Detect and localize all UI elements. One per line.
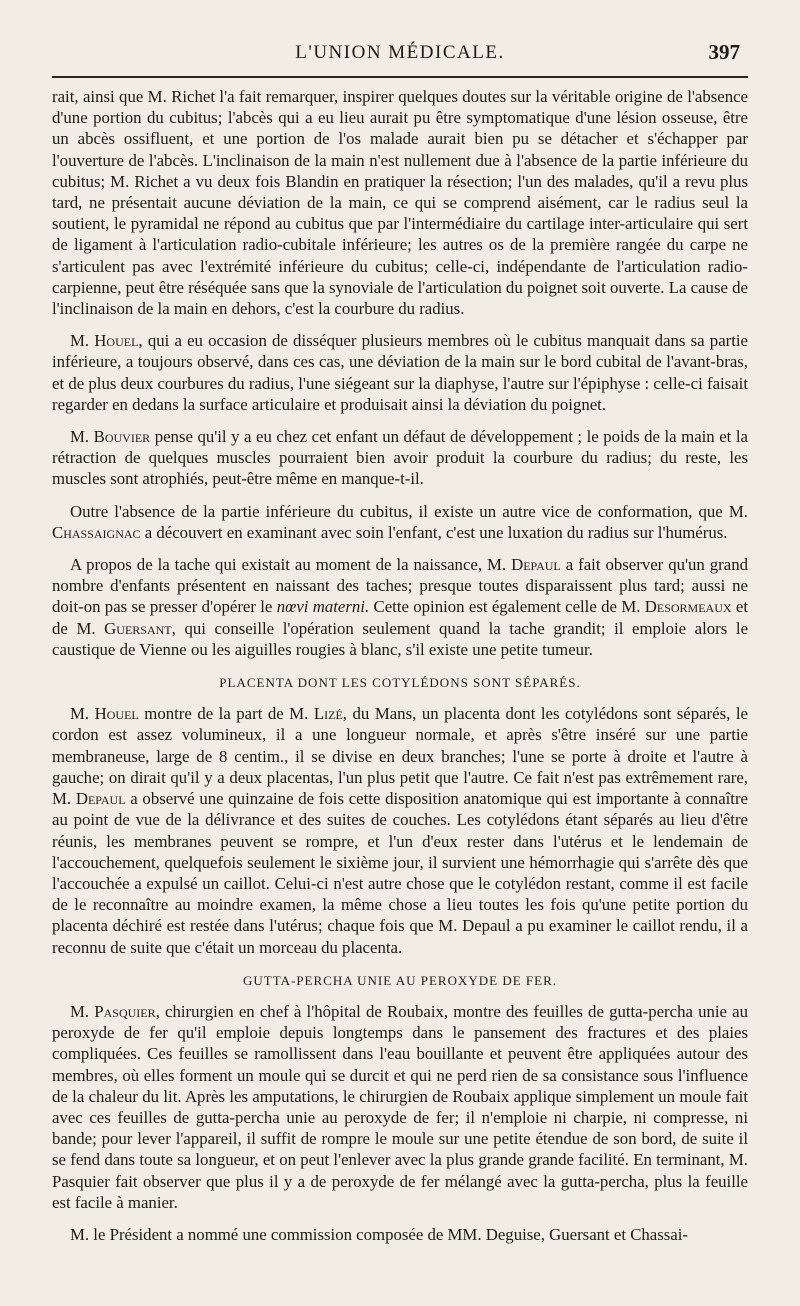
paragraph-text: Outre l'absence de la partie inférieure du cubitus, il existe un autre vice de conformation, que <box>70 501 723 521</box>
paragraph-depaul-tache <box>52 554 748 660</box>
section-heading-gutta-percha: GUTTA-PERCHA UNIE AU PEROXYDE DE FER. <box>242 972 558 988</box>
paragraph-text: chirurgien en chef à l'hôpital de Roubaix, montre des feuilles de gutta-percha unie au peroxyde de fer qu'il emploie depuis longtemps dans le pansement des fractures et des plaies compliquées. Ces feuilles se ramollissent dans l'eau bouillante et peuvent être appliquées autour des membres, où elles forment un moule qui se durcit et qui ne perd rien de sa consistance sous l'influence de la chaleur du lit. Après les amputations, le chirurgien de Roubaix applique simplement un moule fait avec ces feuilles de gutta-percha unie au peroxyde de fer; il n'emploie ni charpie, ni compresse, ni bande; pour lever l'appareil, il suffit de rompre le moule sur une petite étendue de son bord, de suite il se fend dans toute sa longueur, et on peut l'enlever avec la plus grande grande facilité. En terminant, M. Pasquier fait observer que plus il y a de peroxyde de fer mélangé avec la gutta-percha, plus la feuille est facile à manier. <box>52 1001 749 1212</box>
speaker-name: M. Depaul <box>52 789 126 809</box>
section-heading-placenta: PLACENTA DONT LES COTYLÉDONS SONT SÉPARÉS. <box>219 675 581 691</box>
paragraph-text: pense qu'il y a eu chez cet enfant un défaut de développement ; le poids de la main et la rétraction de quelques muscles pourraient bien avoir produit la courbure du radius; du reste, les muscles sont atrophiés, peut-être même en manque-t-il. <box>52 427 748 489</box>
paragraph-commission: M. le Président a nommé une commission composée de MM. Deguise, Guersant et Chassai- <box>70 1224 688 1244</box>
speaker-name: M. Chassaignac <box>52 501 748 542</box>
paragraph-text: A propos de la tache qui existait au moment de la naissance, <box>70 555 483 575</box>
paragraph-text: a découvert en examinant avec soin l'enfant, c'est une luxation du radius sur l'humérus. <box>144 522 728 542</box>
paragraph-placenta <box>52 703 748 957</box>
speaker-name: M. Guersant, <box>76 618 176 638</box>
paragraph-richet: rait, ainsi que M. Richet l'a fait remarquer, inspirer quelques doutes sur la véritable origine de l'absence d'une portion du cubitus; l'abcès qui a eu lieu aurait pu être symptomatique d'une lésion osseuse, être un abcès ossifluent, et une portion de l'os malade aurait bien pu se détacher et s'échapper par l'ouverture de l'abcès. L'inclinaison de la main n'est nullement due à l'absence de la partie inférieure du cubitus; M. Richet a vu deux fois Blandin en pratiquer la résection; l'un des malades, qu'il a revu plus tard, ne présentait aucune déviation de la main, ce qui se comprend aisément, car le radius seul la soutient, le pyramidal ne répond au cubitus que par l'intermédiaire du cartilage inter-articulaire qui sert de ligament à l'articulation radio-cubitale inférieure; les autres os de la première rangée du carpe ne s'articulent pas avec l'extrémité inférieure du cubitus; celle-ci, indépendante de l'articulation radio-carpienne, peut être réséquée sans que la synoviale de l'articulation du poignet soit ouverte. La cause de l'inclinaison de la main en dehors, c'est la courbure du radius. <box>52 87 748 319</box>
paragraph-text: Cette opinion est également celle de <box>373 597 617 617</box>
header-rule <box>52 76 748 78</box>
paragraph-text: a fait observer qu'un grand nombre d'enfants présentent en naissant des taches; presque toutes disparaissent plus tard; aussi ne doit-on pas se presser d'opérer le <box>52 555 748 617</box>
running-header <box>52 26 748 64</box>
paragraph-houel <box>52 330 748 415</box>
speaker-name: M. Lizé, <box>289 704 347 724</box>
speaker-name: M. Houel <box>70 704 139 724</box>
speaker-name: M. Pasquier, <box>70 1001 160 1021</box>
latin-term: nœvi materni. <box>276 597 370 617</box>
speaker-name: M. Depaul <box>487 555 561 575</box>
paragraph-text: qui conseille l'opération seulement quand la tache grandit; il emploie alors le caustique de Vienne ou les aiguilles rougies à blanc, s'il existe une petite tumeur. <box>52 618 749 659</box>
page-number: 397 <box>708 40 740 64</box>
paragraph-bouvier <box>52 426 748 490</box>
paragraph-chassaignac <box>52 501 748 543</box>
speaker-name: M. Bouvier <box>70 427 151 447</box>
speaker-name: M. Desormeaux <box>621 597 732 617</box>
paragraph-text: montre de la part de <box>144 704 284 724</box>
paragraph-pasquier <box>52 1001 748 1213</box>
paragraph-text: qui a eu occasion de disséquer plusieurs membres où le cubitus manquait dans sa partie inférieure, a toujours observé, dans ces cas, une déviation de la main sur le bord cubital de l'avant-bras, et de plus deux courbures du radius, l'une siégeant sur la diaphyse, l'autre sur l'épiphyse : celle-ci faisait regarder en dedans la surface articulaire et produisait ainsi la déviation du poignet. <box>52 331 749 414</box>
paragraph-text: du Mans, un placenta dont les cotylédons sont séparés, le cordon est assez volumineux, il a une longueur normale, et après s'être inséré sur une partie membraneuse, large de 8 centim., il se divise en deux branches; l'une se porte à droite et l'autre à gauche; on dirait qu'il y a deux placentas, l'un plus petit que l'autre. Ce fait n'est pas extrêmement rare, <box>52 704 748 787</box>
paragraph-text: et de <box>52 597 749 638</box>
journal-title: L'UNION MÉDICALE. <box>295 42 505 63</box>
paragraph-text: a observé une quinzaine de fois cette disposition anatomique qui est importante à connaître au point de vue de la délivrance et des suites de couches. Les cotylédons étant séparés au lieu d'être réunis, les membranes peuvent se rompre, et l'un d'eux rester dans l'utérus et le lendemain de l'accouchement, quelquefois seulement le sixième jour, il survient une hémorrhagie qui s'arrête dès que l'accouchée a expulsé un caillot. Celui-ci n'est autre chose que le cotylédon restant, comme il est facile de le reconnaître au moindre examen, la même chose a lieu toutes les fois qu'une petite portion du placenta déchiré est restée dans l'utérus; chaque fois que M. Depaul a pu examiner le caillot rendu, il a reconnu de suite que c'était un morceau du placenta. <box>52 789 749 957</box>
article-body <box>52 86 748 1245</box>
speaker-name: M. Houel, <box>70 331 143 351</box>
